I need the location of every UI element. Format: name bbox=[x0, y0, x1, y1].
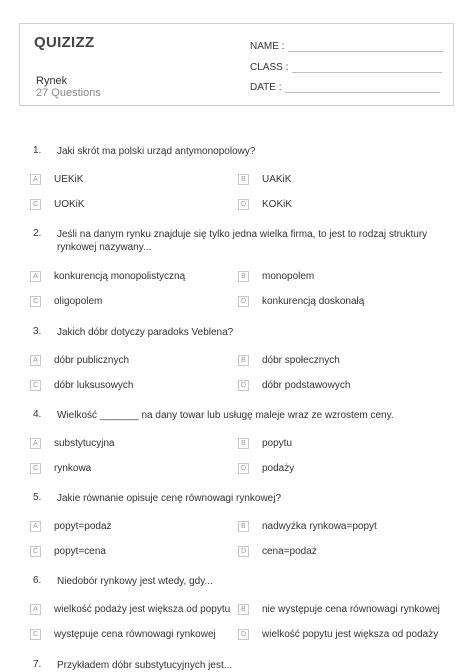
option-text: substytucyjna bbox=[54, 438, 115, 449]
option-letter: A bbox=[30, 438, 41, 449]
option-letter: B bbox=[238, 174, 249, 185]
option-text: nie występuje cena równowagi rynkowej bbox=[262, 604, 440, 615]
option-letter: A bbox=[30, 355, 41, 366]
option-letter: B bbox=[238, 521, 249, 532]
option-a[interactable] bbox=[30, 355, 129, 366]
question-number: 1. bbox=[33, 145, 42, 156]
name-line bbox=[288, 41, 443, 52]
option-b[interactable] bbox=[238, 604, 440, 615]
worksheet-header bbox=[19, 23, 454, 106]
date-label: DATE : bbox=[250, 82, 282, 93]
question-number: 2. bbox=[33, 228, 42, 239]
option-text: konkurencją monopolistyczną bbox=[54, 271, 186, 282]
option-c[interactable] bbox=[30, 546, 106, 557]
question-text: Przykładem dóbr substytucyjnych jest... bbox=[57, 660, 233, 671]
option-letter: A bbox=[30, 604, 41, 615]
option-text: KOKiK bbox=[262, 199, 293, 210]
option-letter: A bbox=[30, 174, 41, 185]
option-text: oligopolem bbox=[54, 296, 103, 307]
option-letter: C bbox=[30, 296, 41, 307]
option-d[interactable] bbox=[238, 463, 294, 474]
question-count: 27 Questions bbox=[36, 87, 101, 99]
option-letter: D bbox=[238, 546, 249, 557]
option-a[interactable] bbox=[30, 271, 185, 282]
option-d[interactable] bbox=[238, 546, 317, 557]
class-field[interactable] bbox=[250, 62, 442, 73]
option-b[interactable] bbox=[238, 355, 340, 366]
date-line bbox=[285, 82, 440, 93]
option-a[interactable] bbox=[30, 438, 115, 449]
option-b[interactable] bbox=[238, 438, 292, 449]
option-letter: A bbox=[30, 271, 41, 282]
question-text: Jakie równanie opisuje cenę równowagi rynkowej? bbox=[57, 493, 282, 504]
option-letter: C bbox=[30, 463, 41, 474]
option-text: popyt=podaż bbox=[54, 521, 112, 532]
name-label: NAME : bbox=[250, 41, 285, 52]
question-number: 3. bbox=[33, 326, 42, 337]
option-d[interactable] bbox=[238, 629, 438, 640]
option-text: wielkość popytu jest większa od podaży bbox=[262, 629, 439, 640]
option-letter: D bbox=[238, 199, 249, 210]
option-text: podaży bbox=[262, 463, 295, 474]
option-letter: A bbox=[30, 521, 41, 532]
option-a[interactable] bbox=[30, 604, 230, 615]
option-text: UOKiK bbox=[54, 199, 85, 210]
option-letter: D bbox=[238, 463, 249, 474]
option-letter: B bbox=[238, 271, 249, 282]
option-b[interactable] bbox=[238, 271, 314, 282]
option-a[interactable] bbox=[30, 521, 112, 532]
option-letter: C bbox=[30, 629, 41, 640]
question-number: 4. bbox=[33, 409, 42, 420]
option-letter: B bbox=[238, 355, 249, 366]
option-text: dóbr luksusowych bbox=[54, 380, 134, 391]
option-a[interactable] bbox=[30, 174, 83, 185]
question-text: Jaki skrót ma polski urząd antymonopolowy? bbox=[57, 146, 256, 157]
option-c[interactable] bbox=[30, 199, 85, 210]
option-d[interactable] bbox=[238, 296, 364, 307]
option-text: rynkowa bbox=[54, 463, 92, 474]
question-number: 6. bbox=[33, 575, 42, 586]
option-b[interactable] bbox=[238, 521, 377, 532]
option-text: nadwyżka rynkowa=popyt bbox=[262, 521, 377, 532]
option-text: konkurencją doskonałą bbox=[262, 296, 365, 307]
name-field[interactable] bbox=[250, 41, 443, 52]
date-field[interactable] bbox=[250, 82, 440, 93]
option-text: UAKiK bbox=[262, 174, 292, 185]
option-text: popyt=cena bbox=[54, 546, 106, 557]
option-letter: C bbox=[30, 546, 41, 557]
question-text: Niedobór rynkowy jest wtedy, gdy... bbox=[57, 576, 213, 587]
option-text: dóbr podstawowych bbox=[262, 380, 351, 391]
option-c[interactable] bbox=[30, 463, 91, 474]
option-d[interactable] bbox=[238, 199, 292, 210]
option-text: monopolem bbox=[262, 271, 315, 282]
option-c[interactable] bbox=[30, 296, 102, 307]
class-line bbox=[292, 62, 442, 73]
option-d[interactable] bbox=[238, 380, 350, 391]
option-text: dóbr społecznych bbox=[262, 355, 340, 366]
option-text: dóbr publicznych bbox=[54, 355, 130, 366]
worksheet-title: Rynek bbox=[36, 75, 68, 87]
option-letter: D bbox=[238, 380, 249, 391]
option-text: popytu bbox=[262, 438, 293, 449]
option-text: wielkość podaży jest większa od popytu bbox=[54, 604, 231, 615]
option-text: UEKiK bbox=[54, 174, 84, 185]
option-letter: C bbox=[30, 380, 41, 391]
option-b[interactable] bbox=[238, 174, 291, 185]
class-label: CLASS : bbox=[250, 62, 289, 73]
question-text: Wielkość _______ na dany towar lub usługę maleje wraz ze wzrostem ceny. bbox=[57, 410, 394, 421]
question-text: Jakich dóbr dotyczy paradoks Veblena? bbox=[57, 327, 234, 338]
option-letter: B bbox=[238, 438, 249, 449]
question-text: Jeśli na danym rynku znajduje się tylko jedna wielka firma, to jest to rodzaj struktury rynkowej nazywany... bbox=[57, 229, 428, 253]
quizizz-logo: QUIZIZZ bbox=[34, 34, 95, 51]
option-letter: C bbox=[30, 199, 41, 210]
option-c[interactable] bbox=[30, 380, 133, 391]
option-letter: B bbox=[238, 604, 249, 615]
option-c[interactable] bbox=[30, 629, 216, 640]
option-text: występuje cena równowagi rynkowej bbox=[54, 629, 216, 640]
option-letter: D bbox=[238, 296, 249, 307]
question-number: 7. bbox=[33, 659, 42, 670]
option-text: cena=podaż bbox=[262, 546, 317, 557]
option-letter: D bbox=[238, 629, 249, 640]
question-number: 5. bbox=[33, 492, 42, 503]
